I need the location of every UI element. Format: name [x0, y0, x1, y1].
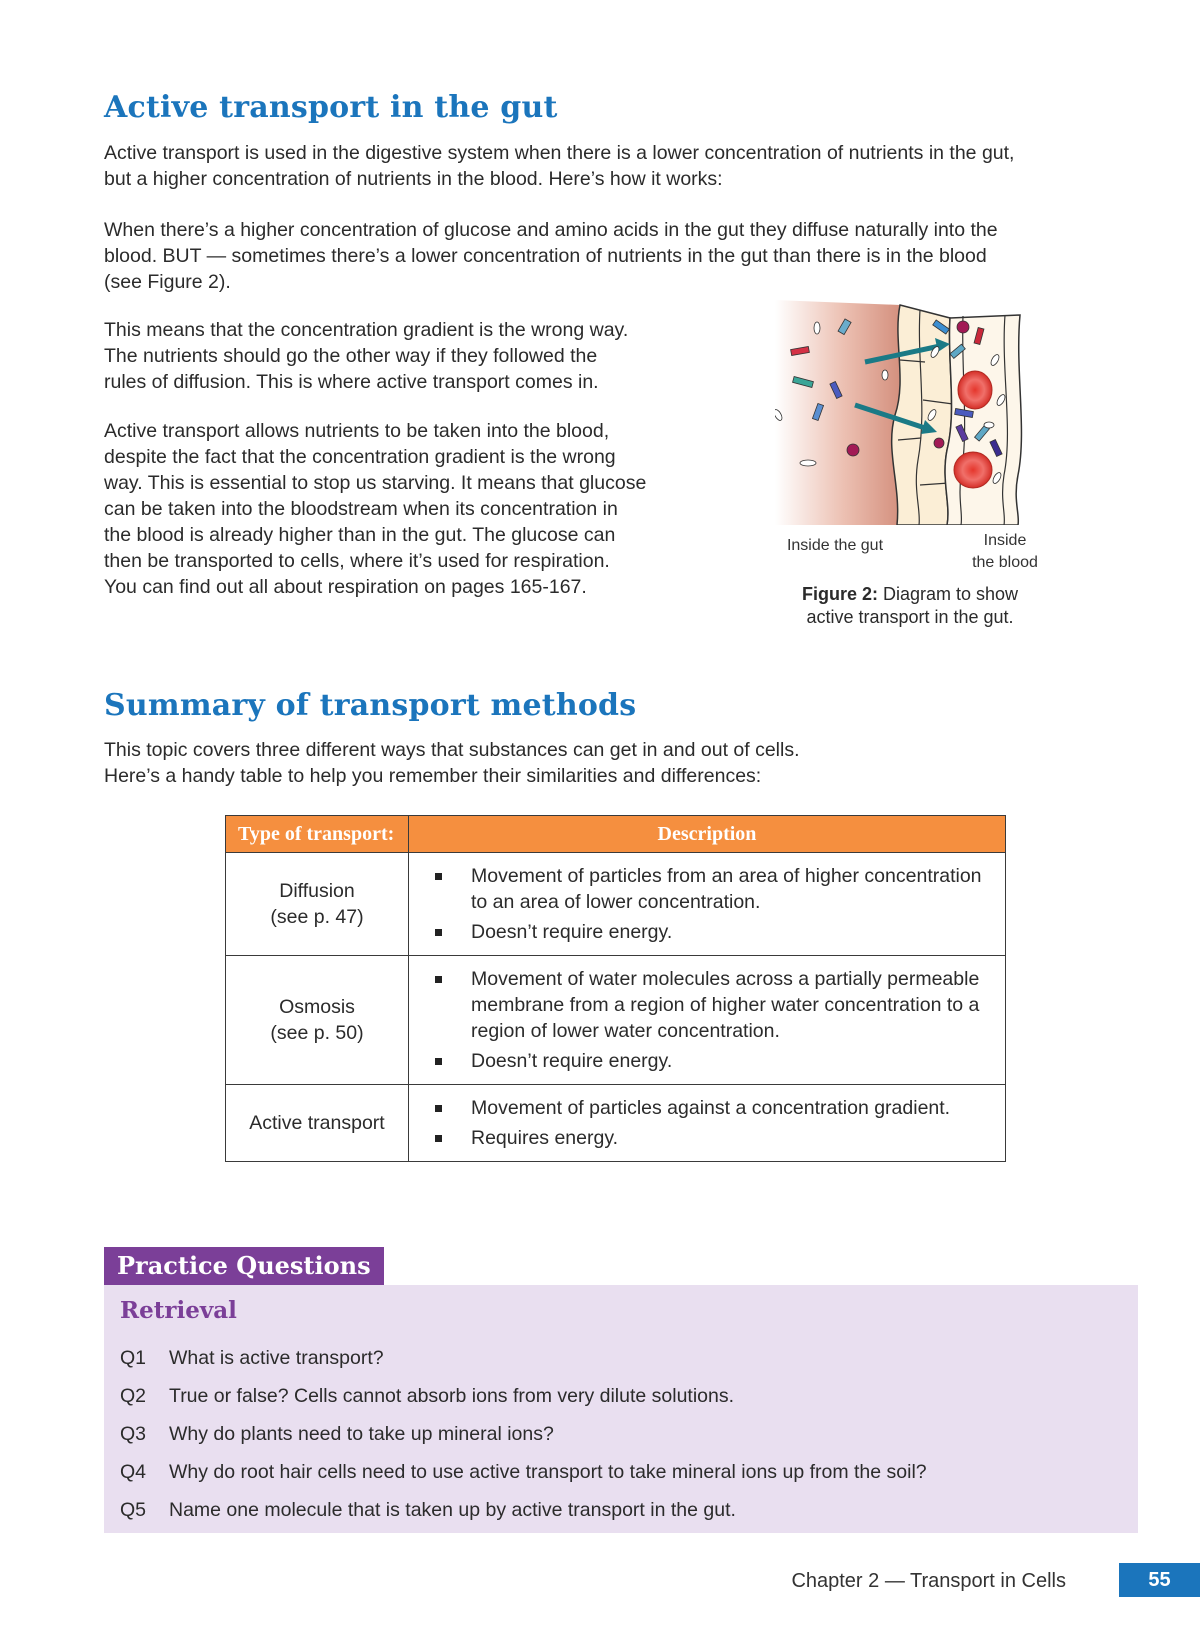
text-line: (see Figure 2). — [104, 271, 231, 293]
text-line: the blood is already higher than in the gut. The glucose can — [104, 524, 616, 546]
blood-vessel — [945, 315, 1021, 525]
retrieval-heading: Retrieval — [120, 1297, 237, 1324]
text-line: despite the fact that the concentration gradient is the wrong — [104, 446, 616, 468]
section-title-summary: Summary of transport methods — [104, 688, 637, 723]
table-header-row — [226, 816, 1006, 853]
cell-type — [226, 853, 409, 956]
figure-caption — [775, 583, 1045, 629]
page-number: 55 — [1119, 1563, 1200, 1597]
red-blood-cell — [954, 452, 992, 488]
paragraph-diffusion-note — [104, 217, 998, 295]
section-title-active-transport: Active transport in the gut — [104, 90, 558, 125]
question-number: Q5 — [120, 1499, 147, 1521]
column-header-description: Description — [409, 816, 1006, 853]
text-line: way. This is essential to stop us starving. It means that glucose — [104, 472, 647, 494]
text-line: then be transported to cells, where it’s used for respiration. — [104, 550, 610, 572]
paragraph-active-transport — [104, 418, 646, 600]
paragraph-summary-intro — [104, 737, 800, 789]
text-line: When there’s a higher concentration of glucose and amino acids in the gut they diffuse naturally into the — [104, 219, 998, 241]
text-line: Here’s a handy table to help you remember their similarities and differences: — [104, 765, 762, 787]
chapter-footer: Chapter 2 — Transport in Cells — [791, 1570, 1066, 1592]
type-name: Active transport — [249, 1112, 385, 1134]
bullet-item: Doesn’t require energy. — [429, 1048, 995, 1074]
cell-description — [409, 1085, 1006, 1162]
bullet-item: Requires energy. — [429, 1125, 995, 1151]
bullet-item: Movement of particles against a concentration gradient. — [429, 1095, 995, 1121]
caption-line — [775, 583, 1045, 606]
column-header-type: Type of transport: — [226, 816, 409, 853]
practice-questions-tab: Practice Questions — [104, 1247, 384, 1285]
cell-type — [226, 1085, 409, 1162]
caption-text: Diagram to show — [877, 584, 1019, 604]
question-item — [120, 1421, 554, 1447]
bullet-item: Movement of water molecules across a partially permeable membrane from a region of higher water concentration to a region of lower water concentration. — [429, 966, 995, 1044]
type-name: Diffusion — [279, 880, 355, 902]
text-line: but a higher concentration of nutrients in the blood. Here’s how it works: — [104, 168, 723, 190]
label-inside-blood — [950, 530, 1060, 574]
question-text: What is active transport? — [169, 1347, 384, 1369]
question-text: Name one molecule that is taken up by active transport in the gut. — [169, 1499, 736, 1521]
transport-methods-table — [225, 815, 1006, 1162]
question-number: Q2 — [120, 1385, 147, 1407]
cell-type — [226, 956, 409, 1085]
question-number: Q1 — [120, 1347, 147, 1369]
question-number: Q3 — [120, 1423, 147, 1445]
question-item — [120, 1383, 734, 1409]
text-line: can be taken into the bloodstream when its concentration in — [104, 498, 618, 520]
question-text: Why do plants need to take up mineral ions? — [169, 1423, 554, 1445]
text-line: You can find out all about respiration on pages 165-167. — [104, 576, 587, 598]
cell-description — [409, 956, 1006, 1085]
question-item — [120, 1459, 927, 1485]
table-row — [226, 853, 1006, 956]
table-row — [226, 956, 1006, 1085]
paragraph-gradient — [104, 317, 628, 395]
label-inside-gut: Inside the gut — [786, 537, 884, 554]
paragraph-intro — [104, 140, 1014, 192]
text-line: Active transport is used in the digestive system when there is a lower concentration of nutrients in the gut, — [104, 142, 1015, 164]
figure-2 — [775, 300, 1075, 630]
bullet-item: Doesn’t require energy. — [429, 919, 995, 945]
question-item — [120, 1345, 384, 1371]
bullet-item: Movement of particles from an area of higher concentration to an area of lower concentration. — [429, 863, 995, 915]
practice-questions-box — [104, 1285, 1138, 1533]
question-number: Q4 — [120, 1461, 147, 1483]
type-reference: (see p. 50) — [270, 1022, 364, 1044]
table-row — [226, 1085, 1006, 1162]
text-line: Active transport allows nutrients to be taken into the blood, — [104, 420, 610, 442]
text-line: blood. BUT — sometimes there’s a lower concentration of nutrients in the gut than there is in the blood — [104, 245, 987, 267]
text-line: The nutrients should go the other way if they followed the — [104, 345, 598, 367]
type-name: Osmosis — [279, 996, 355, 1018]
label-line: the blood — [972, 554, 1038, 571]
text-line: rules of diffusion. This is where active transport comes in. — [104, 371, 599, 393]
gut-diagram — [775, 300, 1055, 525]
cell-description — [409, 853, 1006, 956]
question-text: Why do root hair cells need to use active transport to take mineral ions up from the soil? — [169, 1461, 927, 1483]
text-line: This means that the concentration gradient is the wrong way. — [104, 319, 629, 341]
text-line: This topic covers three different ways that substances can get in and out of cells. — [104, 739, 800, 761]
question-item — [120, 1497, 736, 1523]
question-text: True or false? Cells cannot absorb ions from very dilute solutions. — [169, 1385, 735, 1407]
label-line: Inside — [983, 532, 1027, 549]
red-blood-cell — [958, 371, 992, 409]
type-reference: (see p. 47) — [270, 906, 364, 928]
caption-line: active transport in the gut. — [806, 607, 1014, 627]
caption-label: Figure 2: — [801, 584, 878, 604]
